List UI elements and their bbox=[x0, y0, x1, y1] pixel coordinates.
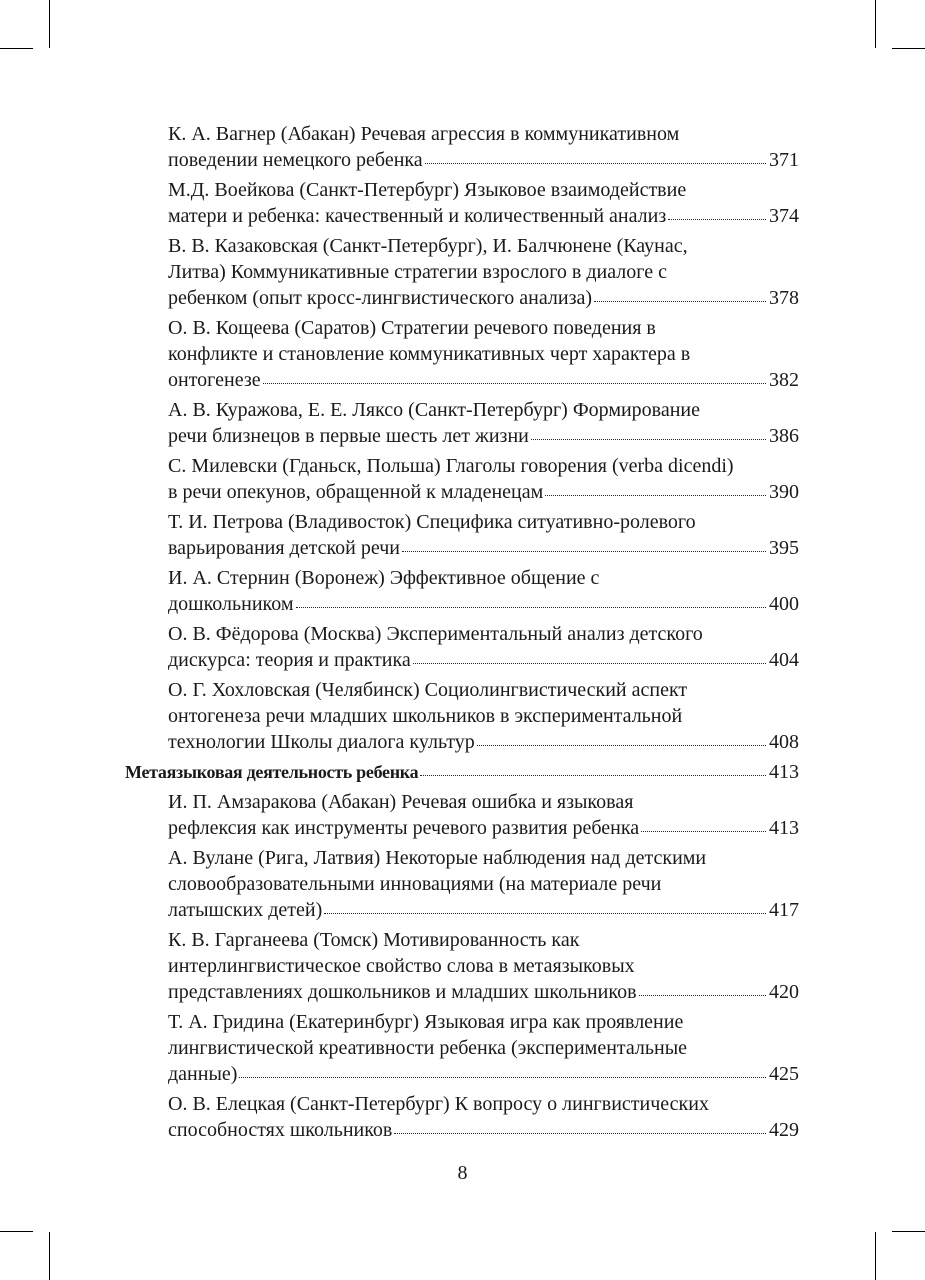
toc-entry-lastline bbox=[168, 367, 799, 393]
toc-entry-text: в речи опекунов, обращенной к младенецам bbox=[168, 481, 544, 503]
dot-leader bbox=[639, 995, 766, 996]
dot-leader bbox=[413, 663, 766, 664]
toc-entry-text: рефлексия как инструменты речевого развития ребенка bbox=[168, 817, 640, 839]
toc-entry bbox=[125, 177, 799, 229]
toc-entry bbox=[125, 927, 799, 1005]
toc-page-number: 425 bbox=[769, 1063, 799, 1085]
toc-entry-text: С. Милевски (Гданьск, Польша) Глаголы говорения (verba dicendi) bbox=[168, 455, 734, 477]
toc-entry-text: онтогенеза речи младших школьников в экспериментальной bbox=[168, 705, 683, 727]
toc-entry-text: Метаязыковая деятельность ребенка bbox=[125, 762, 419, 782]
page-number: 8 bbox=[457, 1162, 468, 1184]
toc-entry bbox=[125, 1009, 799, 1087]
toc-entry bbox=[125, 789, 799, 841]
toc-page-number: 378 bbox=[769, 287, 799, 309]
toc-entry-text: ребенком (опыт кросс-лингвистического анализа) bbox=[168, 287, 593, 309]
toc-entry-text: представлениях дошкольников и младших школьников bbox=[168, 981, 637, 1003]
dot-leader bbox=[545, 495, 766, 496]
crop-mark bbox=[892, 48, 925, 49]
toc-entry-text: варьирования детской речи bbox=[168, 537, 401, 559]
toc-entry-text: Т. И. Петрова (Владивосток) Специфика ситуативно-ролевого bbox=[168, 511, 696, 533]
toc-entry-text: лингвистической креативности ребенка (экспериментальные bbox=[168, 1037, 688, 1059]
dot-leader bbox=[531, 439, 766, 440]
toc-page-number: 382 bbox=[769, 369, 799, 391]
toc-entry bbox=[125, 1091, 799, 1143]
toc-entry-text: О. В. Кощеева (Саратов) Стратегии речевого поведения в bbox=[168, 317, 656, 339]
toc-page-number: 413 bbox=[769, 761, 799, 783]
toc-page-number: 413 bbox=[769, 817, 799, 839]
toc-entry bbox=[125, 315, 799, 393]
toc-entry-lastline bbox=[168, 147, 799, 173]
toc-entry-text: Литва) Коммуникативные стратегии взрослого в диалоге с bbox=[168, 261, 667, 283]
toc-entry bbox=[125, 233, 799, 311]
toc-entry-text: дошкольником bbox=[168, 593, 294, 615]
toc-entry-text: И. П. Амзаракова (Абакан) Речевая ошибка и языковая bbox=[168, 791, 634, 813]
toc-entry-text: технологии Школы диалога культур bbox=[168, 731, 475, 753]
toc-entry-text: М.Д. Воейкова (Санкт-Петербург) Языковое взаимодействие bbox=[168, 179, 687, 201]
toc-entry-lastline bbox=[168, 729, 799, 755]
toc-section-heading bbox=[125, 759, 799, 785]
toc-entry-text: Т. А. Гридина (Екатеринбург) Языковая игра как проявление bbox=[168, 1011, 684, 1033]
toc-page-number: 404 bbox=[769, 649, 799, 671]
toc-entry-lastline bbox=[168, 815, 799, 841]
toc-entry-text: матери и ребенка: качественный и количественный анализ bbox=[168, 205, 667, 227]
toc-entry bbox=[125, 565, 799, 617]
toc-entry-text: А. Вулане (Рига, Латвия) Некоторые наблюдения над детскими bbox=[168, 847, 707, 869]
toc-entry-text: О. Г. Хохловская (Челябинск) Социолингвистический аспект bbox=[168, 679, 688, 701]
crop-mark bbox=[875, 1232, 876, 1280]
toc-entry-lastline bbox=[125, 759, 799, 785]
dot-leader bbox=[425, 163, 766, 164]
toc-entry-text: О. В. Елецкая (Санкт-Петербург) К вопросу о лингвистических bbox=[168, 1093, 709, 1115]
toc-entry-lastline bbox=[168, 591, 799, 617]
crop-mark bbox=[0, 48, 33, 49]
crop-mark bbox=[49, 0, 50, 48]
toc-entry-lastline bbox=[168, 423, 799, 449]
toc-page-number: 400 bbox=[769, 593, 799, 615]
toc-page-number: 390 bbox=[769, 481, 799, 503]
toc-entry-lastline bbox=[168, 203, 799, 229]
toc-entry-text: данные) bbox=[168, 1063, 238, 1085]
toc-entry-lastline bbox=[168, 1117, 799, 1143]
toc-entry bbox=[125, 621, 799, 673]
toc-entry-text: О. В. Фёдорова (Москва) Экспериментальный анализ детского bbox=[168, 623, 703, 645]
dot-leader bbox=[477, 745, 766, 746]
toc-entry-text: поведении немецкого ребенка bbox=[168, 149, 423, 171]
toc-entry-text: конфликте и становление коммуникативных черт характера в bbox=[168, 343, 691, 365]
toc-entry bbox=[125, 509, 799, 561]
toc-entry-text: латышских детей) bbox=[168, 899, 323, 921]
crop-mark bbox=[49, 1232, 50, 1280]
toc-entry-lastline bbox=[168, 647, 799, 673]
crop-mark bbox=[875, 0, 876, 48]
dot-leader bbox=[402, 551, 766, 552]
dot-leader bbox=[420, 775, 766, 776]
toc-entry-text: способностях школьников bbox=[168, 1119, 393, 1141]
toc-page-number: 386 bbox=[769, 425, 799, 447]
toc-entry bbox=[125, 397, 799, 449]
crop-mark bbox=[892, 1231, 925, 1232]
toc-entry-text: К. А. Вагнер (Абакан) Речевая агрессия в коммуникативном bbox=[168, 123, 680, 145]
dot-leader bbox=[296, 607, 767, 608]
toc-page-number: 417 bbox=[769, 899, 799, 921]
dot-leader bbox=[668, 219, 766, 220]
toc-entry bbox=[125, 845, 799, 923]
toc-entry-lastline bbox=[168, 285, 799, 311]
toc-entry-text: И. А. Стернин (Воронеж) Эффективное общение с bbox=[168, 567, 600, 589]
table-of-contents bbox=[125, 121, 799, 1147]
dot-leader bbox=[324, 913, 766, 914]
toc-entry bbox=[125, 677, 799, 755]
toc-entry-lastline bbox=[168, 479, 799, 505]
toc-page-number: 374 bbox=[769, 205, 799, 227]
toc-entry-text: К. В. Гарганеева (Томск) Мотивированность как bbox=[168, 929, 580, 951]
dot-leader bbox=[394, 1133, 766, 1134]
toc-entry-text: интерлингвистическое свойство слова в метаязыковых bbox=[168, 955, 635, 977]
crop-mark bbox=[0, 1231, 33, 1232]
dot-leader bbox=[263, 383, 766, 384]
toc-entry-text: В. В. Казаковская (Санкт-Петербург), И. Балчюнене (Каунас, bbox=[168, 235, 688, 257]
toc-entry-text: речи близнецов в первые шесть лет жизни bbox=[168, 425, 529, 447]
toc-entry-text: словообразовательными инновациями (на материале речи bbox=[168, 873, 662, 895]
toc-page-number: 408 bbox=[769, 731, 799, 753]
toc-entry-lastline bbox=[168, 897, 799, 923]
dot-leader bbox=[641, 831, 766, 832]
toc-page-number: 395 bbox=[769, 537, 799, 559]
toc-page-number: 420 bbox=[769, 981, 799, 1003]
toc-entry-text: онтогенезе bbox=[168, 369, 261, 391]
toc-page-number: 429 bbox=[769, 1119, 799, 1141]
toc-entry bbox=[125, 453, 799, 505]
toc-entry-text: дискурса: теория и практика bbox=[168, 649, 411, 671]
toc-entry bbox=[125, 121, 799, 173]
dot-leader bbox=[239, 1077, 766, 1078]
toc-entry-lastline bbox=[168, 1061, 799, 1087]
toc-entry-lastline bbox=[168, 535, 799, 561]
dot-leader bbox=[594, 301, 766, 302]
toc-entry-text: А. В. Куражова, Е. Е. Ляксо (Санкт-Петербург) Формирование bbox=[168, 399, 701, 421]
toc-entry-lastline bbox=[168, 979, 799, 1005]
toc-page-number: 371 bbox=[769, 149, 799, 171]
